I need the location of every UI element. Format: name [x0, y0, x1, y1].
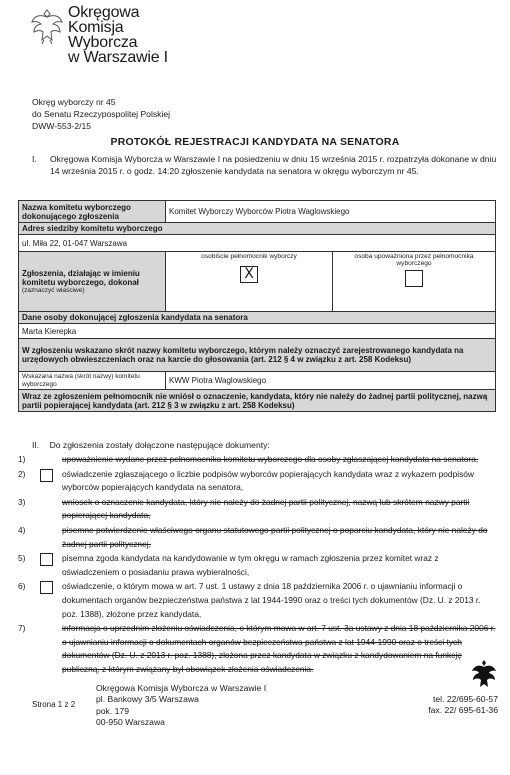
- person-value: Marta Kierepka: [19, 324, 496, 339]
- item-checkbox[interactable]: [40, 469, 53, 482]
- committee-label: Nazwa komitetu wyborczego dokonującego zgłoszenia: [19, 201, 166, 223]
- option-personal: [166, 252, 333, 312]
- item-text: wniosek o oznaczenie kandydata, który nie należy do żadnej partii politycznej, nazwą lub skrótem nazwy partii popierającej kandydata,: [62, 496, 470, 521]
- address-value: ul. Miła 22, 01-047 Warszawa: [19, 235, 496, 252]
- item-text: pisemna zgoda kandydata na kandydowanie w tym okręgu w ramach zgłoszenia przez komitet wraz z oświadczeniem o posiadaniu prawa wybieralności,: [62, 553, 439, 577]
- proxy-note: Wraz ze zgłoszeniem pełnomocnik nie wniósł o oznaczenie, kandydata, który nie należy do żadnej partii politycznej, nazwą partii popierającej kandydata (art. 212 § 3 w związku z art. 258 Kodeksu): [19, 390, 496, 412]
- page-number: Strona 1 z 2: [32, 700, 76, 709]
- address-line: Okręgowa Komisja Wyborcza w Warszawie I: [96, 683, 267, 693]
- eagle-emblem-icon: [30, 6, 64, 46]
- footer-address: [96, 683, 266, 729]
- ref-line: do Senatu Rzeczypospolitej Polskiej: [32, 109, 171, 119]
- list-item: [18, 496, 496, 523]
- submitter-cell: [19, 252, 166, 312]
- footer-contact: [410, 694, 498, 717]
- item-number: 1): [18, 454, 26, 464]
- item-text: upoważnienie wydane przez pełnomocnika komitetu wyborczego dla osoby zgłaszającej kandydata na senatora,: [62, 454, 479, 464]
- item-number: 2): [18, 468, 26, 479]
- section-text: Okręgowa Komisja Wyborcza w Warszawie I na posiedzeniu w dniu 15 września 2015 r. rozpatrzyła dokonane w dniu 14 września 2015 r. o godz. 14:20 zgłoszenie kandydata na senatora w okręgu wyborczym nr 45.: [50, 154, 497, 176]
- person-label: Dane osoby dokonującej zgłoszenia kandydata na senatora: [19, 312, 496, 324]
- list-item: [18, 524, 496, 551]
- committee-value: Komitet Wyborczy Wyborców Piotra Waglowskiego: [166, 201, 496, 223]
- address-line: pok. 179: [96, 705, 129, 716]
- address-line: pl. Bankowy 3/5 Warszawa: [96, 694, 199, 705]
- org-line: Wyborcza: [68, 34, 138, 51]
- item-number: 4): [18, 524, 26, 535]
- item-text: oświadczenie, o którym mowa w art. 7 ust. 1 ustawy z dnia 18 października 2006 r. o ujawnianiu informacji o dokumentach organów bezpieczeństwa państwa z lat 1944-1990 oraz o treści tych dokumentów (Dz. U. z 2013 r. poz. 1388), złożone przez kandydata,: [62, 581, 481, 619]
- abbreviation-note: W zgłoszeniu wskazano skrót nazwy komitetu wyborczego, którym należy oznaczyć zarejestrowanego kandydata na urzędowych obwieszczeniach oraz na karcie do głosowania (art. 212 § 4 w związku z art. 258 Kodeksu): [19, 339, 496, 372]
- phone-number: tel. 22/695-60-57: [433, 694, 498, 704]
- option-authorized-label: osoba upoważniona przez pełnomocnika wyborczego: [354, 253, 474, 267]
- option-personal-checkbox[interactable]: X: [240, 266, 258, 283]
- list-item: [18, 468, 496, 495]
- item-number: 3): [18, 496, 26, 507]
- address-label: Adres siedziby komitetu wyborczego: [19, 223, 496, 235]
- item-text: oświadczenie zgłaszającego o liczbie podpisów wyborców popierających kandydata wraz z wykazem podpisów wyborców popierających kandydata na senatora,: [62, 468, 474, 493]
- address-line: 00-950 Warszawa: [96, 717, 165, 728]
- option-authorized: [333, 252, 496, 312]
- reference-block: [32, 96, 170, 132]
- submitter-hint: (zaznaczyć właściwe): [22, 287, 85, 294]
- item-number: 7): [18, 623, 26, 634]
- eagle-emblem-icon: [470, 658, 498, 690]
- list-item: [18, 580, 496, 621]
- option-authorized-checkbox[interactable]: [405, 270, 423, 287]
- ref-line: Okręg wyborczy nr 45: [32, 97, 116, 107]
- list-item: [18, 453, 496, 467]
- list-item: [18, 552, 496, 579]
- abbreviation-value: KWW Piotra Waglowskiego: [166, 372, 496, 390]
- section-number: II.: [32, 440, 40, 450]
- item-text: informacja o uprzednim złożeniu oświadczenia, o którym mowa w art. 7 ust. 3a ustawy z dnia 18 października 2006 r. o ujawnianiu informacji o dokumentach organów bezpieczeństwa państwa z lat 1944-1990 oraz o treści tych dokumentów (Dz. U. z 2013 r. poz. 1388), złożona przez kandydata w związku z kandydowaniem na funkcję publiczną, z którym związany był obowiązek złożenia oświadczenia.: [62, 623, 496, 674]
- item-number: 6): [18, 581, 26, 592]
- list-item: [18, 622, 496, 676]
- document-title: PROTOKÓŁ REJESTRACJI KANDYDATA NA SENATORA: [110, 136, 400, 148]
- organization-name: [68, 5, 168, 65]
- documents-list: [18, 453, 496, 678]
- org-line: w Warszawie I: [68, 49, 168, 66]
- org-line: Okręgowa: [68, 4, 140, 21]
- item-text: pisemne potwierdzenie właściwego organu statutowego partii politycznej o poparciu kandydata, który nie należy do żadnej partii politycznej,: [62, 524, 488, 549]
- ref-line: DWW-553-2/15: [32, 121, 92, 131]
- section-text: Do zgłoszenia zostały dołączone następujące dokumenty:: [49, 440, 270, 450]
- item-checkbox[interactable]: [40, 581, 53, 594]
- fax-number: fax. 22/ 695-61-36: [428, 705, 498, 716]
- option-personal-label: osobiście pełnomocnik wyborczy: [201, 253, 297, 260]
- abbreviation-label: Wskazana nazwa (skrót nazwy) komitetu wyborczego: [19, 372, 166, 390]
- registration-form-table: [18, 200, 496, 412]
- section-2-heading: [32, 440, 270, 450]
- item-checkbox[interactable]: [40, 553, 53, 566]
- section-number: I.: [32, 154, 37, 164]
- org-line: Komisja: [68, 19, 124, 36]
- item-number: 5): [18, 553, 26, 564]
- submitter-label: Zgłoszenia, działając w imieniu komitetu wyborczego, dokonał: [22, 269, 140, 287]
